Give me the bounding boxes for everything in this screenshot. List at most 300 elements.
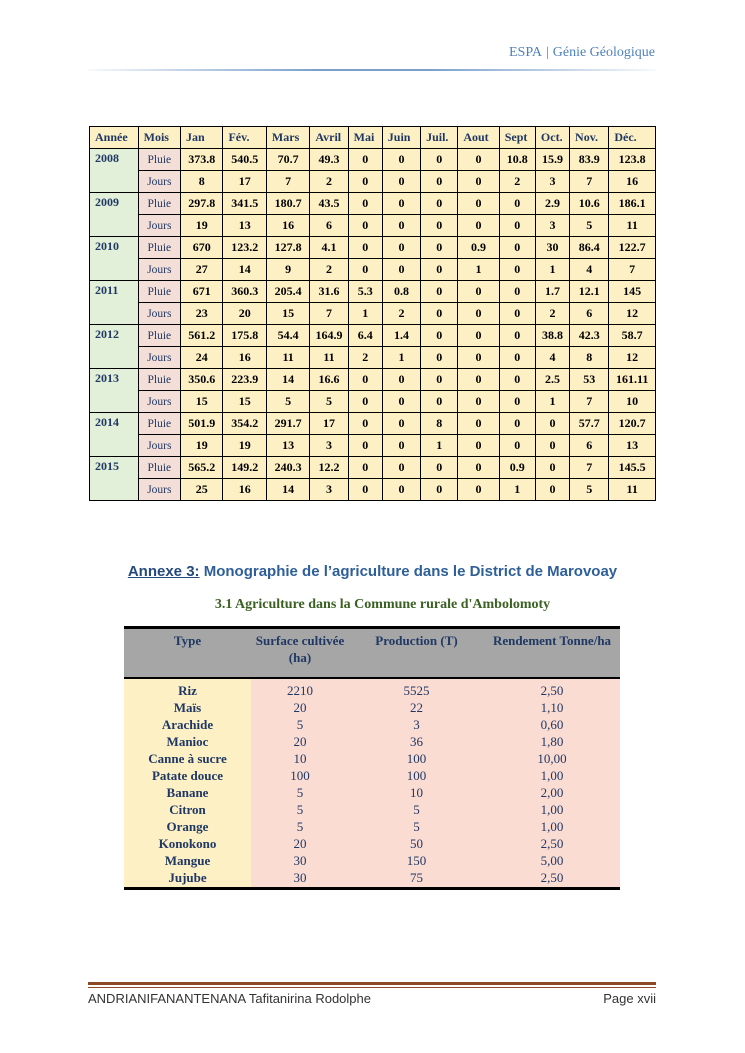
crop-type-cell: Jujube (168, 870, 207, 885)
rainy-days-value: 5 (266, 391, 309, 413)
rainfall-value: 7 (570, 457, 609, 479)
year-cell: 2014 (90, 413, 139, 457)
measure-label: Jours (138, 479, 180, 501)
rainfall-value: 175.8 (223, 325, 266, 347)
crop-surface-cell: 30 (293, 853, 307, 868)
rainfall-row-jours (90, 215, 656, 237)
rainfall-value: 354.2 (223, 413, 266, 435)
rainy-days-value: 0 (499, 347, 535, 369)
rainy-days-value: 16 (609, 171, 656, 193)
rainfall-header-cell: Avril (310, 127, 348, 149)
rainy-days-value: 0 (421, 479, 458, 501)
crop-type-cell: Orange (166, 819, 209, 834)
crop-type-cell: Maïs (173, 700, 202, 715)
crop-rendement-cell: 1,00 (540, 819, 564, 834)
agriculture-body (124, 679, 620, 887)
rainfall-value: 0.9 (458, 237, 499, 259)
rainfall-table (89, 126, 656, 501)
rainy-days-value: 19 (223, 435, 266, 457)
rainfall-value: 57.7 (570, 413, 609, 435)
rainfall-value: 1.7 (535, 281, 569, 303)
rainfall-value: 0 (348, 457, 382, 479)
rainfall-value: 0 (382, 457, 420, 479)
crop-rendement-cell: 2,50 (540, 836, 564, 851)
rainfall-value: 0 (458, 325, 499, 347)
header-production: Production (T) (375, 633, 458, 648)
rainy-days-value: 6 (570, 303, 609, 325)
measure-label: Jours (138, 391, 180, 413)
rainfall-value: 0 (458, 457, 499, 479)
rainfall-row-jours (90, 391, 656, 413)
rainfall-value: 670 (181, 237, 223, 259)
rainy-days-value: 0 (382, 171, 420, 193)
rainfall-value: 0 (421, 281, 458, 303)
rainfall-value: 4.1 (310, 237, 348, 259)
rainfall-value: 341.5 (223, 193, 266, 215)
rainfall-value: 0 (421, 457, 458, 479)
rainy-days-value: 11 (310, 347, 348, 369)
rainfall-value: 373.8 (181, 149, 223, 171)
rainy-days-value: 0 (535, 479, 569, 501)
crop-surface-cell: 5 (296, 785, 304, 800)
rainfall-value: 86.4 (570, 237, 609, 259)
rainy-days-value: 0 (382, 215, 420, 237)
crop-rendement-cell: 5,00 (540, 853, 564, 868)
rainy-days-value: 0 (535, 435, 569, 457)
rainy-days-value: 16 (266, 215, 309, 237)
rainy-days-value: 3 (535, 171, 569, 193)
annexe-heading (0, 563, 745, 580)
rainy-days-value: 19 (181, 435, 223, 457)
rainy-days-value: 0 (348, 259, 382, 281)
rainfall-value: 14 (266, 369, 309, 391)
rainfall-value: 145 (609, 281, 656, 303)
rainfall-row-jours (90, 347, 656, 369)
rainfall-value: 561.2 (181, 325, 223, 347)
rainy-days-value: 0 (382, 259, 420, 281)
rainy-days-value: 2 (499, 171, 535, 193)
rainfall-value: 0 (458, 281, 499, 303)
rainy-days-value: 3 (310, 435, 348, 457)
rainy-days-value: 0 (458, 391, 499, 413)
measure-label: Pluie (138, 281, 180, 303)
rainy-days-value: 16 (223, 479, 266, 501)
rainfall-header-cell: Mai (348, 127, 382, 149)
year-cell: 2013 (90, 369, 139, 413)
rainy-days-value: 1 (421, 435, 458, 457)
rainfall-value: 350.6 (181, 369, 223, 391)
crop-production-cell: 75 (410, 870, 423, 885)
rainfall-value: 0 (421, 149, 458, 171)
rainfall-header-cell: Oct. (535, 127, 569, 149)
rainy-days-value: 0 (499, 303, 535, 325)
agriculture-table (124, 626, 620, 890)
rainy-days-value: 0 (499, 259, 535, 281)
rainy-days-value: 7 (266, 171, 309, 193)
rainfall-value: 123.2 (223, 237, 266, 259)
column-surface (251, 679, 349, 887)
rainfall-value: 58.7 (609, 325, 656, 347)
crop-production-cell: 150 (406, 853, 427, 868)
rainy-days-value: 12 (609, 347, 656, 369)
rainfall-row-jours (90, 435, 656, 457)
rainfall-value: 164.9 (310, 325, 348, 347)
rainy-days-value: 1 (535, 391, 569, 413)
measure-label: Pluie (138, 325, 180, 347)
rainfall-value: 12.1 (570, 281, 609, 303)
measure-label: Jours (138, 171, 180, 193)
rainfall-header-cell: Mars (266, 127, 309, 149)
rainy-days-value: 25 (181, 479, 223, 501)
rainfall-value: 0 (421, 369, 458, 391)
rainfall-value: 10.8 (499, 149, 535, 171)
rainy-days-value: 10 (609, 391, 656, 413)
rainfall-header-cell: Jan (181, 127, 223, 149)
measure-label: Pluie (138, 237, 180, 259)
year-cell: 2011 (90, 281, 139, 325)
rainy-days-value: 14 (223, 259, 266, 281)
measure-label: Pluie (138, 149, 180, 171)
crop-rendement-cell: 1,80 (540, 734, 564, 749)
rainfall-value: 0 (499, 369, 535, 391)
rainy-days-value: 8 (181, 171, 223, 193)
rainfall-value: 565.2 (181, 457, 223, 479)
crop-type-cell: Riz (178, 683, 197, 698)
rainfall-value: 8 (421, 413, 458, 435)
rainfall-row-jours (90, 479, 656, 501)
rainfall-value: 1.4 (382, 325, 420, 347)
rainfall-row-pluie (90, 193, 656, 215)
crop-type-cell: Konokono (158, 836, 217, 851)
rainy-days-value: 0 (348, 171, 382, 193)
annexe-label: Annexe 3: (127, 563, 200, 580)
rainfall-value: 0 (382, 413, 420, 435)
rainfall-value: 180.7 (266, 193, 309, 215)
rainfall-row-pluie (90, 325, 656, 347)
crop-rendement-cell: 2,50 (540, 870, 564, 885)
section-subtitle: 3.1 Agriculture dans la Commune rurale d'Ambolomoty (214, 597, 551, 612)
footer-page-number: Page xvii (603, 991, 656, 1006)
rainy-days-value: 3 (535, 215, 569, 237)
crop-surface-cell: 100 (290, 768, 310, 783)
crop-production-cell: 5 (413, 802, 420, 817)
rainy-days-value: 0 (458, 347, 499, 369)
rainy-days-value: 27 (181, 259, 223, 281)
rainfall-value: 0 (382, 237, 420, 259)
rainfall-value: 120.7 (609, 413, 656, 435)
rainy-days-value: 16 (223, 347, 266, 369)
rainy-days-value: 11 (609, 215, 656, 237)
rainy-days-value: 3 (310, 479, 348, 501)
crop-surface-cell: 10 (293, 751, 307, 766)
crop-production-cell: 5 (413, 819, 420, 834)
crop-production-cell: 100 (406, 768, 427, 783)
header-rule (88, 69, 656, 71)
rainfall-value: 0 (458, 413, 499, 435)
measure-label: Jours (138, 259, 180, 281)
crop-rendement-cell: 2,00 (540, 785, 564, 800)
crop-surface-cell: 5 (296, 819, 304, 834)
crop-rendement-cell: 10,00 (537, 751, 567, 766)
rainy-days-value: 5 (310, 391, 348, 413)
rainy-days-value: 24 (181, 347, 223, 369)
measure-label: Jours (138, 303, 180, 325)
rainfall-value: 2.5 (535, 369, 569, 391)
rainfall-header-cell: Fév. (223, 127, 266, 149)
rainfall-row-pluie (90, 281, 656, 303)
crop-type-cell: Mangue (164, 853, 211, 868)
rainy-days-value: 11 (266, 347, 309, 369)
rainy-days-value: 20 (223, 303, 266, 325)
rainfall-value: 671 (181, 281, 223, 303)
rainy-days-value: 7 (310, 303, 348, 325)
rainfall-value: 17 (310, 413, 348, 435)
rainy-days-value: 1 (535, 259, 569, 281)
rainy-days-value: 0 (421, 391, 458, 413)
rainy-days-value: 15 (223, 391, 266, 413)
rainy-days-value: 0 (382, 391, 420, 413)
rainy-days-value: 4 (535, 347, 569, 369)
crop-surface-cell: 5 (296, 717, 304, 732)
rainy-days-value: 14 (266, 479, 309, 501)
header-separator: | (545, 45, 549, 60)
header-rendement: Rendement Tonne/ha (492, 633, 612, 648)
rainfall-value: 10.6 (570, 193, 609, 215)
rainfall-header-cell: Sept (499, 127, 535, 149)
rainfall-row-pluie (90, 149, 656, 171)
rainfall-value: 0 (535, 457, 569, 479)
rainfall-value: 53 (570, 369, 609, 391)
header-dept: Génie Géologique (552, 45, 655, 60)
rainy-days-value: 0 (458, 479, 499, 501)
crop-production-cell: 36 (410, 734, 423, 749)
rainfall-value: 0 (499, 325, 535, 347)
rainfall-header-cell: Nov. (570, 127, 609, 149)
rainy-days-value: 7 (570, 171, 609, 193)
rainfall-value: 205.4 (266, 281, 309, 303)
header-type: Type (173, 633, 202, 648)
year-cell: 2015 (90, 457, 139, 501)
rainy-days-value: 2 (382, 303, 420, 325)
agriculture-header-row (124, 629, 620, 679)
header-org: ESPA (508, 45, 542, 60)
rainfall-value: 123.8 (609, 149, 656, 171)
crop-type-cell: Manioc (166, 734, 209, 749)
crop-rendement-cell: 1,00 (540, 802, 564, 817)
rainfall-value: 0 (458, 193, 499, 215)
rainy-days-value: 0 (421, 215, 458, 237)
rainy-days-value: 0 (348, 215, 382, 237)
rainy-days-value: 13 (266, 435, 309, 457)
rainfall-value: 360.3 (223, 281, 266, 303)
rainfall-value: 31.6 (310, 281, 348, 303)
rainfall-header-cell: Déc. (609, 127, 656, 149)
rainy-days-value: 13 (223, 215, 266, 237)
crop-rendement-cell: 0,60 (540, 717, 564, 732)
rainy-days-value: 0 (421, 347, 458, 369)
rainy-days-value: 1 (458, 259, 499, 281)
rainfall-value: 0 (499, 413, 535, 435)
rainy-days-value: 7 (570, 391, 609, 413)
rainfall-value: 0 (382, 149, 420, 171)
crop-production-cell: 50 (410, 836, 423, 851)
crop-production-cell: 10 (410, 785, 423, 800)
rainfall-header-cell: Mois (138, 127, 180, 149)
rainy-days-value: 11 (609, 479, 656, 501)
measure-label: Pluie (138, 369, 180, 391)
rainy-days-value: 2 (348, 347, 382, 369)
rainy-days-value: 0 (382, 479, 420, 501)
rainfall-value: 0 (421, 325, 458, 347)
rainfall-value: 2.9 (535, 193, 569, 215)
rainfall-value: 540.5 (223, 149, 266, 171)
rainfall-value: 149.2 (223, 457, 266, 479)
footer-author: ANDRIANIFANANTENANA Tafitanirina Rodolphe (88, 991, 371, 1006)
measure-label: Jours (138, 215, 180, 237)
rainfall-value: 297.8 (181, 193, 223, 215)
measure-label: Pluie (138, 193, 180, 215)
rainy-days-value: 0 (348, 391, 382, 413)
year-cell: 2010 (90, 237, 139, 281)
crop-production-cell: 22 (410, 700, 423, 715)
rainy-days-value: 5 (570, 215, 609, 237)
year-cell: 2009 (90, 193, 139, 237)
rainy-days-value: 0 (382, 435, 420, 457)
crop-rendement-cell: 1,00 (540, 768, 564, 783)
rainy-days-value: 2 (310, 171, 348, 193)
rainfall-value: 49.3 (310, 149, 348, 171)
rainfall-value: 15.9 (535, 149, 569, 171)
rainfall-value: 223.9 (223, 369, 266, 391)
rainfall-value: 0 (458, 369, 499, 391)
rainfall-value: 30 (535, 237, 569, 259)
rainy-days-value: 1 (348, 303, 382, 325)
rainfall-value: 0 (348, 149, 382, 171)
rainfall-value: 0 (382, 369, 420, 391)
rainfall-value: 6.4 (348, 325, 382, 347)
rainfall-value: 0 (348, 237, 382, 259)
rainfall-value: 0 (382, 193, 420, 215)
crop-type-cell: Arachide (161, 717, 214, 732)
rainfall-value: 54.4 (266, 325, 309, 347)
rainfall-value: 0 (458, 149, 499, 171)
year-cell: 2012 (90, 325, 139, 369)
rainy-days-value: 0 (499, 391, 535, 413)
rainy-days-value: 0 (499, 215, 535, 237)
rainy-days-value: 0 (421, 171, 458, 193)
annexe-title: Monographie de l’agriculture dans le District de Marovoay (203, 563, 618, 580)
rainfall-value: 291.7 (266, 413, 309, 435)
rainfall-value: 0 (535, 413, 569, 435)
rainy-days-value: 0 (348, 479, 382, 501)
crop-rendement-cell: 1,10 (540, 700, 564, 715)
rainfall-value: 83.9 (570, 149, 609, 171)
rainy-days-value: 23 (181, 303, 223, 325)
rainfall-value: 0.8 (382, 281, 420, 303)
header-surface: Surface cultivée (ha) (255, 633, 345, 665)
rainfall-value: 240.3 (266, 457, 309, 479)
rainy-days-value: 0 (458, 171, 499, 193)
rainfall-value: 0 (499, 237, 535, 259)
rainfall-row-pluie (90, 369, 656, 391)
rainy-days-value: 0 (458, 303, 499, 325)
rainy-days-value: 0 (458, 215, 499, 237)
rainfall-value: 0 (421, 237, 458, 259)
rainfall-value: 0 (499, 193, 535, 215)
rainy-days-value: 0 (421, 259, 458, 281)
crop-surface-cell: 20 (293, 700, 307, 715)
crop-type-cell: Canne à sucre (148, 751, 227, 766)
crop-production-cell: 100 (406, 751, 427, 766)
rainy-days-value: 9 (266, 259, 309, 281)
rainy-days-value: 13 (609, 435, 656, 457)
rainfall-value: 161.11 (609, 369, 656, 391)
rainfall-value: 42.3 (570, 325, 609, 347)
rainy-days-value: 0 (348, 435, 382, 457)
crop-type-cell: Banane (166, 785, 209, 800)
rainfall-body (90, 149, 656, 501)
rainfall-value: 43.5 (310, 193, 348, 215)
crop-surface-cell: 20 (293, 734, 307, 749)
crop-surface-cell: 5 (296, 802, 304, 817)
footer-rule-thin (88, 987, 656, 988)
rainfall-row-jours (90, 303, 656, 325)
rainfall-value: 38.8 (535, 325, 569, 347)
rainfall-value: 0 (348, 413, 382, 435)
crop-production-cell: 3 (413, 717, 420, 732)
rainfall-value: 70.7 (266, 149, 309, 171)
rainfall-header-row (90, 127, 656, 149)
rainy-days-value: 0 (499, 435, 535, 457)
rainy-days-value: 2 (535, 303, 569, 325)
rainfall-row-pluie (90, 413, 656, 435)
rainfall-value: 127.8 (266, 237, 309, 259)
crop-surface-cell: 2210 (287, 683, 313, 698)
rainfall-header-cell: Année (90, 127, 139, 149)
rainfall-header-cell: Aout (458, 127, 499, 149)
year-cell: 2008 (90, 149, 139, 193)
measure-label: Pluie (138, 413, 180, 435)
running-header (509, 45, 655, 61)
footer-rule-thick (88, 982, 656, 985)
rainy-days-value: 12 (609, 303, 656, 325)
rainy-days-value: 7 (609, 259, 656, 281)
rainfall-value: 0 (421, 193, 458, 215)
rainfall-header-cell: Juil. (421, 127, 458, 149)
rainy-days-value: 5 (570, 479, 609, 501)
measure-label: Pluie (138, 457, 180, 479)
rainy-days-value: 19 (181, 215, 223, 237)
crop-rendement-cell: 2,50 (540, 683, 564, 698)
rainy-days-value: 1 (382, 347, 420, 369)
crop-surface-cell: 30 (293, 870, 307, 885)
rainfall-value: 501.9 (181, 413, 223, 435)
rainy-days-value: 0 (458, 435, 499, 457)
crop-production-cell: 5525 (403, 683, 430, 698)
measure-label: Jours (138, 435, 180, 457)
rainfall-row-pluie (90, 457, 656, 479)
rainfall-value: 186.1 (609, 193, 656, 215)
rainfall-row-jours (90, 171, 656, 193)
rainfall-value: 145.5 (609, 457, 656, 479)
rainfall-row-jours (90, 259, 656, 281)
rainfall-value: 0 (499, 281, 535, 303)
rainy-days-value: 2 (310, 259, 348, 281)
rainy-days-value: 15 (181, 391, 223, 413)
rainfall-value: 0 (348, 369, 382, 391)
column-type (124, 679, 251, 887)
rainy-days-value: 15 (266, 303, 309, 325)
